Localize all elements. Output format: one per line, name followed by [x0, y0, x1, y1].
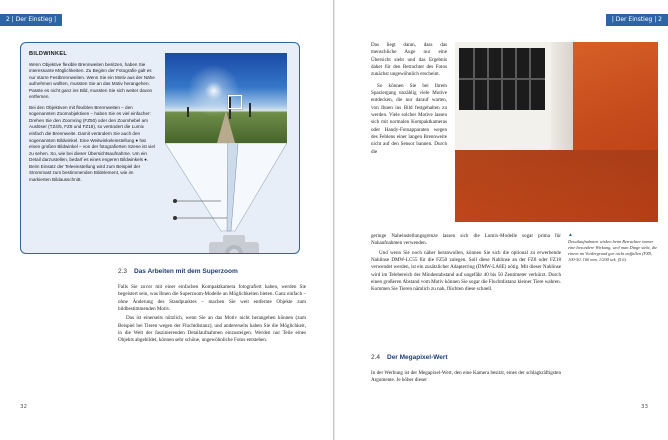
section-number: 2.3 — [118, 268, 128, 275]
page-number-right: 33 — [641, 404, 648, 410]
marked-detail-frame — [228, 95, 242, 109]
sidebar-title: BILDWINKEL — [29, 51, 68, 57]
body-paragraph: So können Sie bei Ihrem Spaziergang unzählig viele Motive entdecken, die nur darauf warten, von Ihnen ins Bild festgehalten zu werden. Viele solcher Motive lassen sich mit normalen Kompaktkameras oder Handy-Fotoapparaten wegen des Fehlens einer langen Brennweite nicht auf den Sensor bannen. Durch die — [371, 82, 447, 155]
section-heading-2-4 — [371, 354, 448, 361]
sidebar-box-bildwinkel — [20, 42, 300, 254]
road — [217, 111, 235, 143]
caption-text: Detailaufnahmen wirken beim Betrachter immer eine besondere Wirkung, weil man Dinge sieht, die einem im Vordergrund gar nicht auffallen (FZ8, 100-50, 160 mm, 1/200 sek. f5.6). — [568, 238, 658, 262]
right-full-text — [371, 233, 561, 296]
callout-marker-1 — [173, 199, 177, 203]
page-number-left: 32 — [20, 404, 27, 410]
wall-window-photo — [455, 42, 658, 222]
right-final-text — [371, 370, 561, 387]
body-paragraph: Das ist einerseits nützlich, wenn Sie an das Motiv nicht herangehen können (zum Beispiel bei Tieren wegen der Fluchtdistanz), und andererseits haben Sie die Möglichkeit, in die Welt der faszinierenden Detailaufnahmen einzusteigen. Werden nur Teile eines Objekts abgebildet, können sehr schöne, ungewöhnliche Fotos entstehen. — [118, 315, 306, 344]
power-pole — [249, 103, 251, 117]
sidebar-paragraph: Wenn Objektive flexible Brennweiten besitzen, haben Sie interessante Möglichkeiten. Zu Beginn der Fotografie galt es nur starre Festbrennweiten. Wenn Sie ein Motiv aus der Nähe aufnehmen wollten, mussten Sie an das Motiv herangehen. Passte es nicht ganz ins Bild, mussten Sie sich weiter davon entfernen. — [29, 61, 155, 100]
field-of-view-diagram — [165, 143, 289, 235]
left-body-text — [118, 284, 306, 347]
chapter-bar-right: | Der Einstieg | 2 — [606, 14, 668, 26]
chapter-bar-left: 2 | Der Einstieg | — [0, 14, 62, 26]
landscape-photo — [165, 53, 287, 143]
callout-marker-2 — [173, 216, 177, 220]
left-page — [0, 0, 333, 440]
body-paragraph: Das liegt daran, dass das menschliche Auge nur eine Übersicht sieht und das Ergebnis daher für den Betrachter des Fotos zunächst ungewöhnlich erscheint. — [371, 42, 447, 78]
wall-edge — [551, 42, 573, 150]
sidebar-paragraph: Bei den Objektiven mit flexiblen Brennweiten – den sogenannten Zoomobjektiven – haben Sie es viel einfacher: Drehen Sie den Zoomring (FZ50) oder den Zoomhebel am Auslöser (TZ4/5, FZ8 und FZ18), so verändert die Lumix einfach die Brennweite. Damit verändern Sie auch den sogenannten Bildwinkel. Eine Weitwinkeleinstellung ● hat einen großen Bildwinkel – von der fotografierten Szene ist viel zu sehen. So, wie bei dieser Übersichtsaufnahme. Um ein Detail darzustellen, bedarf es eines engeren Bildwinkels ●. Beim Einsatz der Teleeinstellung wird zum Beispiel der Strommast zum bestimmenden Bildelement, wie im markierten Bildausschnitt. — [29, 104, 155, 182]
body-paragraph: In der Werbung ist der Megapixel-Wert, den eine Kamera besitzt, eines der schlagkräftigsten Argumente. Je höher dieser — [371, 370, 561, 384]
right-page — [335, 0, 668, 440]
body-paragraph: Falls Sie zuvor mit einer einfachen Kompaktkamera fotografiert haben, werden Sie begeistert sein, was Ihnen die Superzoom-Modelle an Möglichkeiten bieten. Ganz einfach – ohne Änderung des Standpunktes – machen Sie weit entfernte Objekte zum bildbestimmenden Motiv. — [118, 284, 306, 313]
section-title: Das Arbeiten mit dem Superzoom — [134, 268, 238, 275]
section-heading-2-3 — [118, 268, 238, 275]
section-number: 2.4 — [371, 354, 381, 361]
caption-marker: ▲ — [568, 233, 573, 238]
tree — [187, 107, 189, 117]
photo-caption — [568, 233, 658, 263]
body-paragraph: Und wenn Sie noch näher heranwollen, können Sie sich die optional zu erwerbende Nahlinse DMW-LC55 für die FZ50 zulegen. Soll diese Nahlinse an der FZ8 oder FZ18 verwendet werden, ist ein zusätzlicher Adapterring (DMW-LA8E) nötig. Mit dieser Nahlinse wird im Telebereich der Mindestabstand auf ungefähr 40 bis 50 Zentimeter verkürzt. Durch einen großeren Abstand vom Motiv können Sie sogar die Fluchtdistanz kleiner Tiere wahren. Kommen Sie Tieren nämlich zu nah, flüchten diese schnell. — [371, 249, 561, 293]
body-paragraph: geringe Naheinstellungsgrenze lassen sich die Lumix-Modelle sogar prima für Nahaufnahmen verwenden. — [371, 233, 561, 247]
section-title: Der Megapixel-Wert — [387, 354, 448, 361]
grille-crossbar — [459, 78, 545, 80]
sidebar-text — [29, 51, 155, 187]
camera-icon — [205, 233, 263, 254]
wall-shadow — [455, 150, 658, 222]
right-column-text — [371, 42, 447, 158]
